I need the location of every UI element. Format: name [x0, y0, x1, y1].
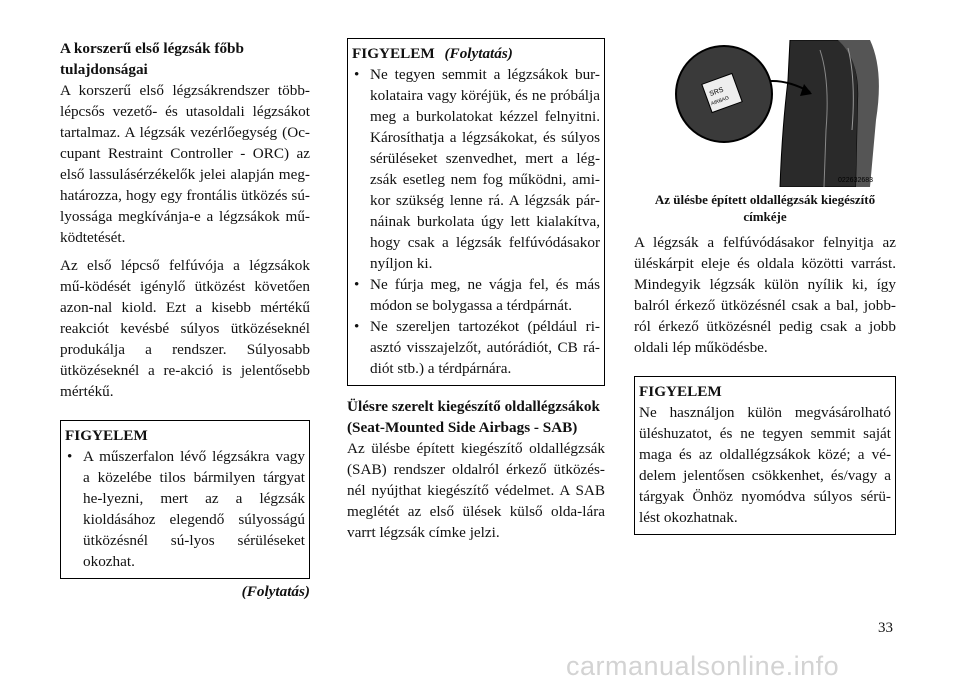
figure-caption: Az ülésbe épített oldallégzsák kiegészítő címkéje [654, 192, 876, 224]
warning-box [347, 38, 605, 386]
warning-item: • Ne tegyen semmit a légzsákok bur-kolataira vagy köréjük, és ne próbálja meg a burkolatokat kézzel felnyitni. Károsíthatja a légzsákokat, és súlyos sérüléseket szenvedhet, mert a lég-zsák esetleg nem fog működni, ami-kor szükség lenne rá. A légzsák pár-náinak burkolata úgy lett kialakítva, hogy csak a légzsák felfúvódásakor nyíljon ki. [352, 64, 600, 274]
warning-text: Ne használjon külön megvásárolható üléshuzatot, és ne tegyen semmit saját maga és az oldallégzsákok közé; a vé-delem jelentősen csökkenhet, és/vagy a tárgyak Önhöz nyomódva súlyos sérü-lést okozhatnak. [639, 404, 891, 526]
section-heading: Ülésre szerelt kiegészítő oldallégzsákok (Seat-Mounted Side Airbags - SAB) [347, 398, 600, 436]
warning-item: • A műszerfalon lévő légzsákra vagy a közelébe tilos bármilyen tárgyat he-lyezni, mert az a légzsák kioldásához elegendő súlyosságú ütközésnél sú-lyos sérüléseket okozhat. [65, 446, 305, 572]
watermark: carmanualsonline.info [566, 651, 840, 681]
page-number: 33 [878, 620, 893, 636]
warning-title [352, 43, 600, 64]
svg-text:AIRBAG: AIRBAG [710, 95, 731, 108]
warning-item: • Ne szereljen tartozékot (például ri-asztó visszajelzőt, autórádiót, CB rá-diót stb.) a térdpárnára. [352, 316, 600, 379]
paragraph: A légzsák a felfúvódásakor felnyitja az üléskárpit eleje és oldala közötti varrást. Mindegyik légzsák külön nyílik ki, így balról érkező ütközésnél csak a bal, jobb-ról érkező ütközésnél pedig csak a jobb oldali lép működésbe. [634, 234, 896, 356]
warning-title: FIGYELEM [65, 427, 148, 444]
section-heading: A korszerű első légzsák főbb tulajdonságai [60, 40, 244, 78]
warning-item: • Ne fúrja meg, ne vágja fel, és más módon se bolygassa a térdpárnát. [352, 274, 600, 316]
column-1 [60, 38, 310, 602]
warning-title: FIGYELEM [639, 383, 722, 400]
continued-label: (Folytatás) [241, 583, 310, 600]
warning-box [60, 420, 310, 579]
paragraph: A korszerű első légzsákrendszer több-lépcsős vezető- és utasoldali légzsákot tartalmaz. A légzsák vezérlőegység (Oc-cupant Restraint Controller - ORC) az első lassulásérzékelők jelei alapján meg-határozza, hogy egy frontális ütközés sú-lyossága megkívánja-e a légzsákok mű-ködtetését. [60, 82, 310, 246]
paragraph: Az első lépcső felfúvója a légzsákok mű-ködését igénylő ütközést követően azon-nal kiold. Ezt a kisebb mértékű reakciót kevésbé súlyos ütközéseknél produkálja a rendszer. Súlyosabb ütközéseknél a re-akció is jelentősebb mértékű. [60, 257, 310, 400]
column-2 [347, 38, 605, 543]
warning-title-suffix: (Folytatás) [444, 45, 513, 62]
figure-label-text: SRS [708, 86, 725, 99]
warning-title-text: FIGYELEM [352, 45, 435, 62]
column-3 [634, 38, 896, 535]
figure-code: 022632683 [838, 177, 874, 184]
seat-illustration [670, 40, 894, 187]
seat-airbag-label-figure [670, 40, 894, 187]
paragraph: Az ülésbe épített kiegészítő oldallégzsák (SAB) rendszer oldalról érkező ütközés-nél nyújthat kiegészítő védelmet. A SAB meglétét az első ülések külső olda-lára varrt légzsák címke jelzi. [347, 440, 605, 541]
warning-box [634, 376, 896, 535]
